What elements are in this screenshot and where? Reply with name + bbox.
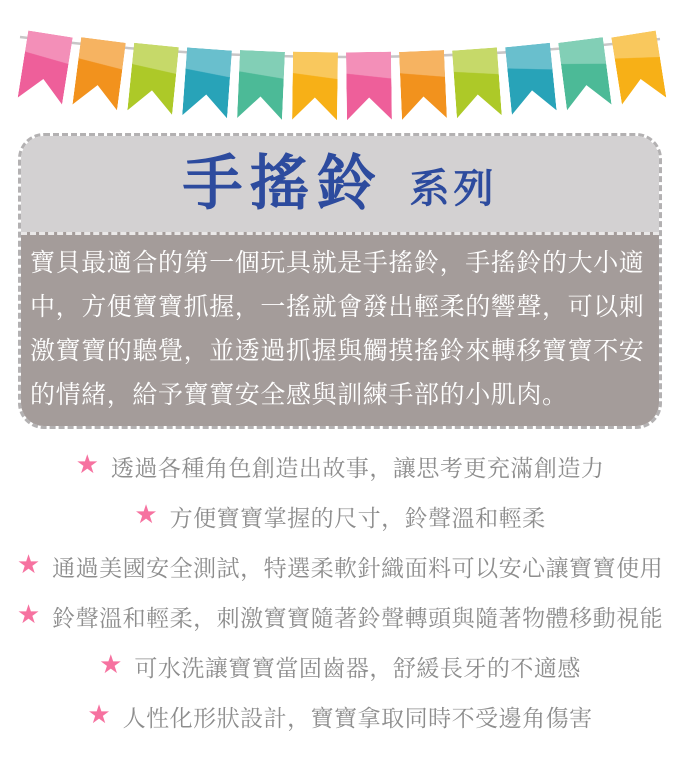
feature-text: 可水洗讓寶寶當固齒器，舒緩長牙的不適感 xyxy=(134,655,581,682)
feature-item xyxy=(0,591,680,641)
intro-line: 激寶寶的聽覺，並透過抓握與觸摸搖鈴來轉移寶寶不安 xyxy=(30,336,645,365)
star-icon: ★ xyxy=(16,550,41,580)
intro-line: 中，方便寶寶抓握，一搖就會發出輕柔的響聲，可以刺 xyxy=(30,292,645,321)
star-icon: ★ xyxy=(99,650,123,680)
bunting-banner xyxy=(0,0,680,132)
star-icon: ★ xyxy=(87,700,111,730)
intro-line: 寶貝最適合的第一個玩具就是手搖鈴，手搖鈴的大小適 xyxy=(30,248,645,277)
feature-item xyxy=(0,541,680,591)
feature-text: 方便寶寶掌握的尺寸，鈴聲溫和輕柔 xyxy=(169,505,546,532)
feature-text: 透過各種角色創造出故事，讓思考更充滿創造力 xyxy=(110,455,605,482)
feature-list xyxy=(0,441,680,741)
feature-item xyxy=(0,691,680,741)
feature-item xyxy=(0,641,680,691)
intro-panel xyxy=(21,232,659,426)
intro-line: 的情緒，給予寶寶安全感與訓練手部的小肌肉。 xyxy=(30,380,568,409)
series-title-header xyxy=(21,136,659,232)
series-intro-card xyxy=(18,133,662,429)
feature-text: 鈴聲溫和輕柔，刺激寶寶隨著鈴聲轉頭與隨著物體移動視能 xyxy=(52,605,664,632)
star-icon: ★ xyxy=(16,600,41,630)
feature-item xyxy=(0,441,680,491)
feature-item xyxy=(0,491,680,541)
feature-text: 人性化形狀設計，寶寶拿取同時不受邊角傷害 xyxy=(122,705,593,732)
star-icon: ★ xyxy=(75,450,99,480)
series-title-suffix: 系列 xyxy=(409,166,498,212)
star-icon: ★ xyxy=(134,500,158,530)
series-title: 手搖鈴 xyxy=(182,149,384,219)
feature-text: 通過美國安全測試，特選柔軟針織面料可以安心讓寶寶使用 xyxy=(52,555,664,582)
